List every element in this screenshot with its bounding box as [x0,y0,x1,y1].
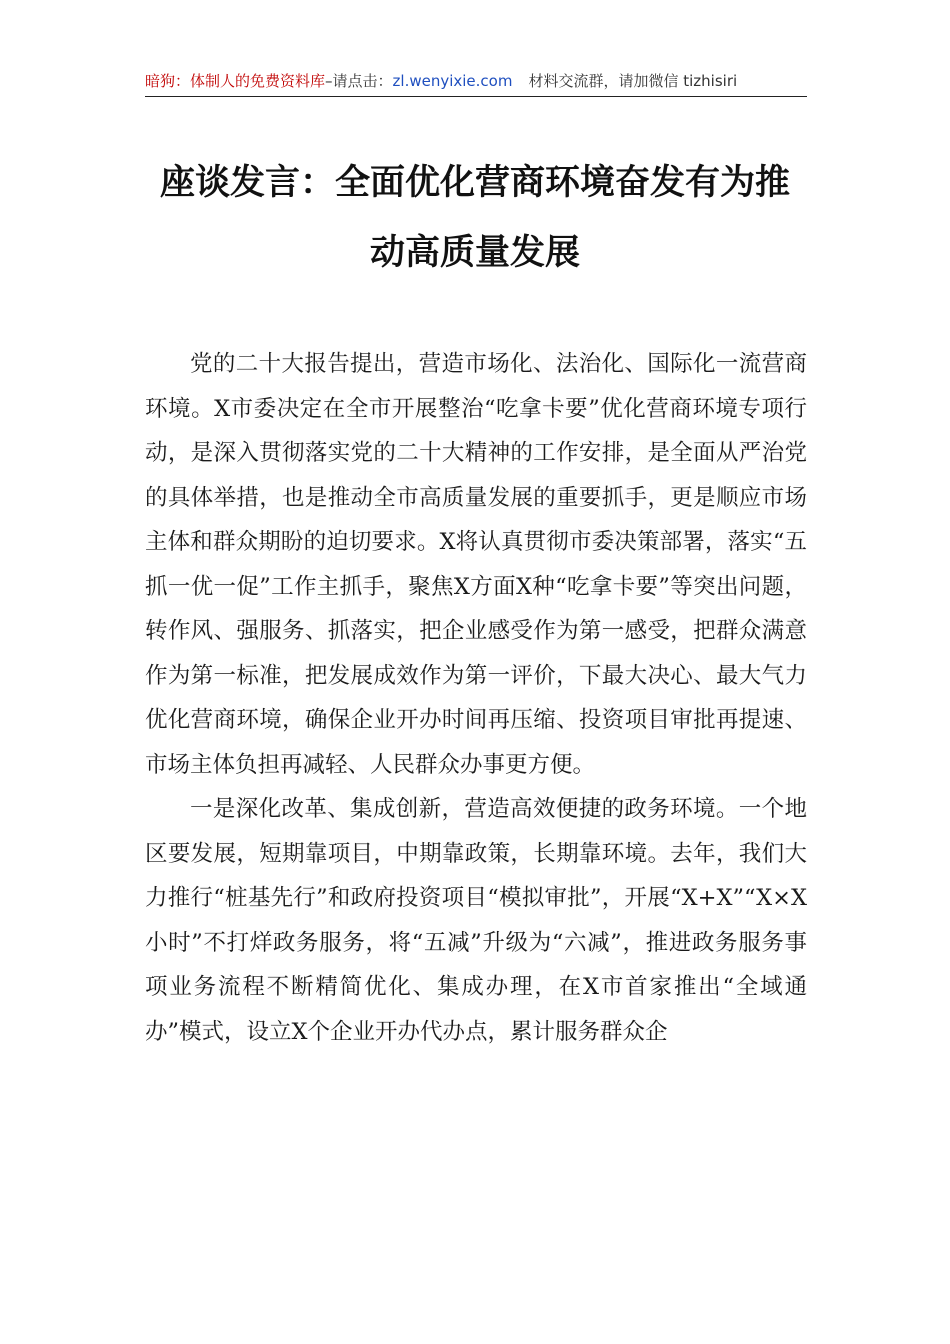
document-title-line-2: 动高质量发展 [369,232,580,273]
header-group-text: 材料交流群，请加微信 tizhisiri [528,72,738,90]
document-body [145,342,807,1054]
header-site-link[interactable]: zl.wenyixie.com [392,72,513,90]
page-header [145,66,807,97]
body-paragraph-2: 一是深化改革、集成创新，营造高效便捷的政务环境。一个地区要发展，短期靠项目，中期靠政策，长期靠环境。去年，我们大力推行“桩基先行”和政府投资项目“模拟审批”，开展“X+X”“X×X小时”不打烊政务服务，将“五减”升级为“六减”，推进政务服务事项业务流程不断精简优化、集成办理，在X市首家推出“全域通办”模式，设立X个企业开办代办点，累计服务群众企 [145,796,807,1045]
header-click-text: –请点击： [325,72,393,90]
body-paragraph-1: 党的二十大报告提出，营造市场化、法治化、国际化一流营商环境。X市委决定在全市开展整治“吃拿卡要”优化营商环境专项行动，是深入贯彻落实党的二十大精神的工作安排，是全面从严治党的具体举措，也是推动全市高质量发展的重要抓手，更是顺应市场主体和群众期盼的迫切要求。X将认真贯彻市委决策部署，落实“五抓一优一促”工作主抓手，聚焦X方面X种“吃拿卡要”等突出问题，转作风、强服务、抓落实，把企业感受作为第一感受，把群众满意作为第一标准，把发展成效作为第一评价，下最大决心、最大气力优化营商环境，确保企业开办时间再压缩、投资项目审批再提速、市场主体负担再减轻、人民群众办事更方便。 [145,351,807,778]
header-site-name: 暗狗：体制人的免费资料库 [145,72,326,90]
document-title-line-1: 座谈发言：全面优化营商环境奋发有为推 [159,162,790,203]
document-title [0,148,950,288]
